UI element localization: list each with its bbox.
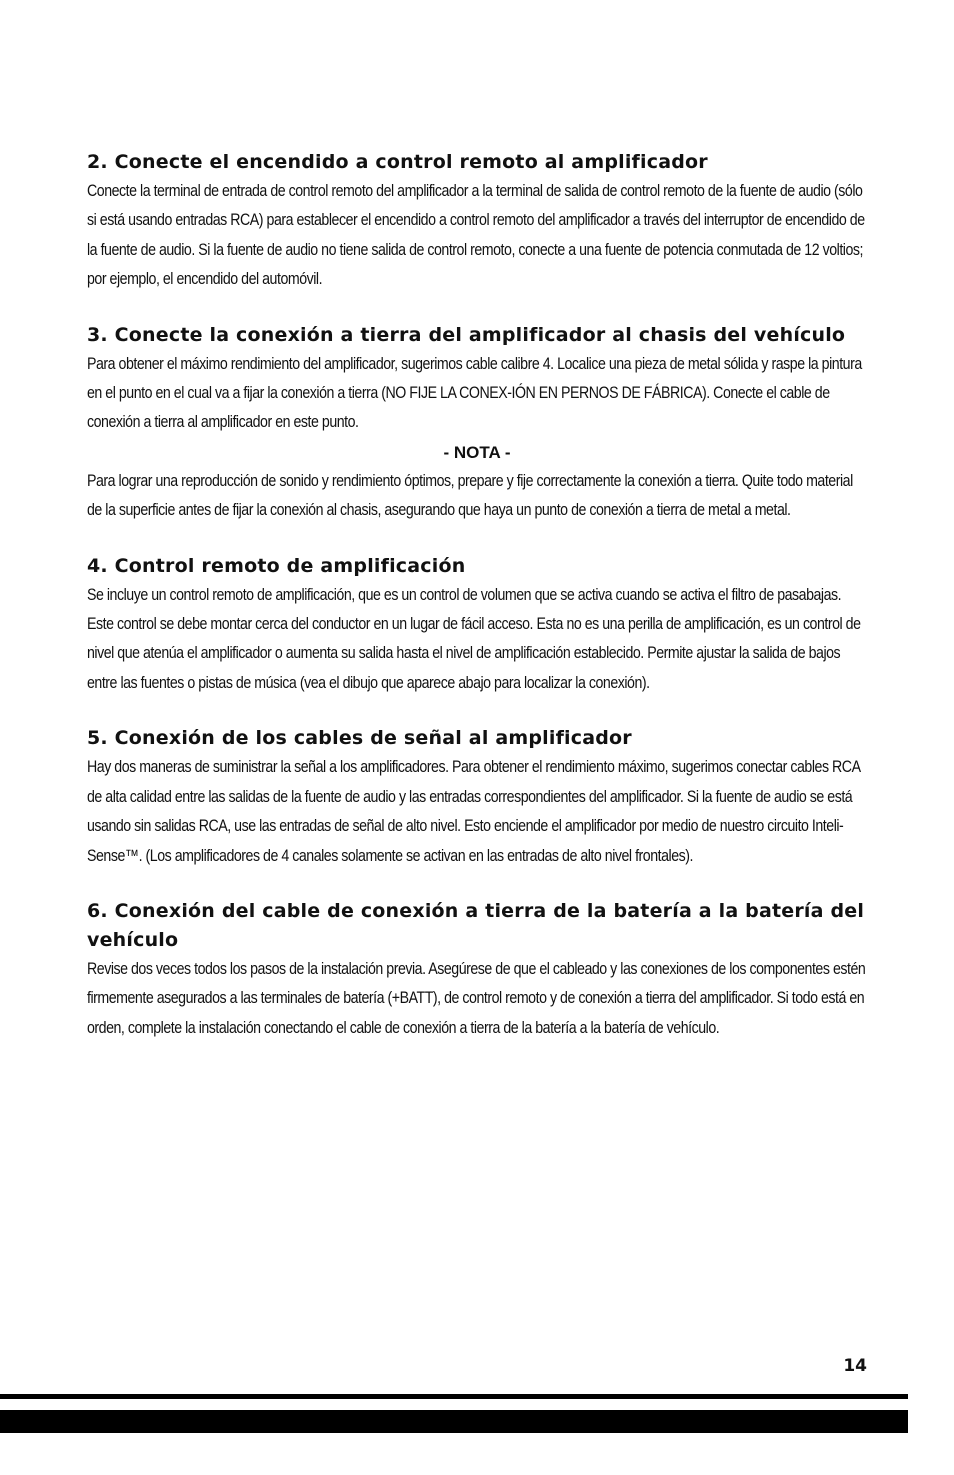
section-body: Para obtener el máximo rendimiento del amplificador, sugerimos cable calibre 4. Localice una pieza de metal sólida y raspe la pintura en el punto en el cual va a fijar la conexión a tierra (NO FIJE LA CONEX-IÓN EN PERNOS DE FÁBRICA). Conecte el cable de conexión a tierra al amplificador en este punto. bbox=[87, 354, 862, 432]
note-body: Para lograr una reproducción de sonido y rendimiento óptimos, prepare y fije correctamente la conexión a tierra. Quite todo material de la superficie antes de fijar la conexión al chasis, asegurando que haya un punto de conexión a tierra de metal a metal. bbox=[87, 471, 853, 520]
section-body: Conecte la terminal de entrada de control remoto del amplificador a la terminal de salida de control remoto de la fuente de audio (sólo si está usando entradas RCA) para establecer el encendido a control remoto del amplificador a través del interruptor de encendido de la fuente de audio. Si la fuente de audio no tiene salida de control remoto, conecte a una fuente de potencia conmutada de 12 voltios; por ejemplo, el encendido del automóvil. bbox=[87, 182, 865, 289]
section-remote-bass-control bbox=[87, 552, 867, 699]
footer-rule-thick bbox=[0, 1410, 908, 1433]
section-signal-cables bbox=[87, 724, 867, 871]
section-remote-turn-on bbox=[87, 148, 867, 295]
note-title: - NOTA - bbox=[443, 442, 511, 462]
section-battery-ground bbox=[87, 897, 867, 1043]
section-body: Revise dos veces todos los pasos de la instalación previa. Asegúrese de que el cableado y las conexiones de los componentes estén firmemente asegurados a las terminales de batería (+BATT), de control remoto y de conexión a tierra del amplificador. Si todo está en orden, complete la instalación conectando el cable de conexión a tierra de la batería a la batería de vehículo. bbox=[87, 959, 866, 1037]
section-body: Se incluye un control remoto de amplificación, que es un control de volumen que se activa cuando se activa el filtro de pasabajas. Este control se debe montar cerca del conductor en un lugar de fácil acceso. Esta no es una perilla de amplificación, es un control de nivel que atenúa el amplificador o aumenta su salida hasta el nivel de amplificación establecido. Permite ajustar la salida de bajos entre las fuentes o pistas de música (vea el dibujo que aparece abajo para localizar la conexión). bbox=[87, 585, 861, 692]
section-body: Hay dos maneras de suministrar la señal a los amplificadores. Para obtener el rendimiento máximo, sugerimos conectar cables RCA de alta calidad entre las salidas de la fuente de audio y las entradas correspondientes del amplificador. Si la fuente de audio se está usando sin salidas RCA, use las entradas de señal de alto nivel. Esto enciende el amplificador por medio de nuestro circuito Inteli-Sense™. (Los amplificadores de 4 canales solamente se activan en las entradas de alto nivel frontales). bbox=[87, 758, 860, 865]
section-heading: 5. Conexión de los cables de señal al amplificador bbox=[87, 727, 632, 750]
section-heading: 3. Conecte la conexión a tierra del amplificador al chasis del vehículo bbox=[87, 323, 846, 346]
page-number: 14 bbox=[843, 1356, 867, 1376]
footer-rule-thin bbox=[0, 1394, 908, 1399]
section-heading: 4. Control remoto de amplificación bbox=[87, 554, 466, 577]
section-heading: 2. Conecte el encendido a control remoto al amplificador bbox=[87, 151, 708, 173]
page-content bbox=[87, 148, 867, 1069]
section-heading: 6. Conexión del cable de conexión a tierra de la batería a la batería del vehículo bbox=[87, 899, 865, 951]
section-chassis-ground bbox=[87, 321, 867, 526]
